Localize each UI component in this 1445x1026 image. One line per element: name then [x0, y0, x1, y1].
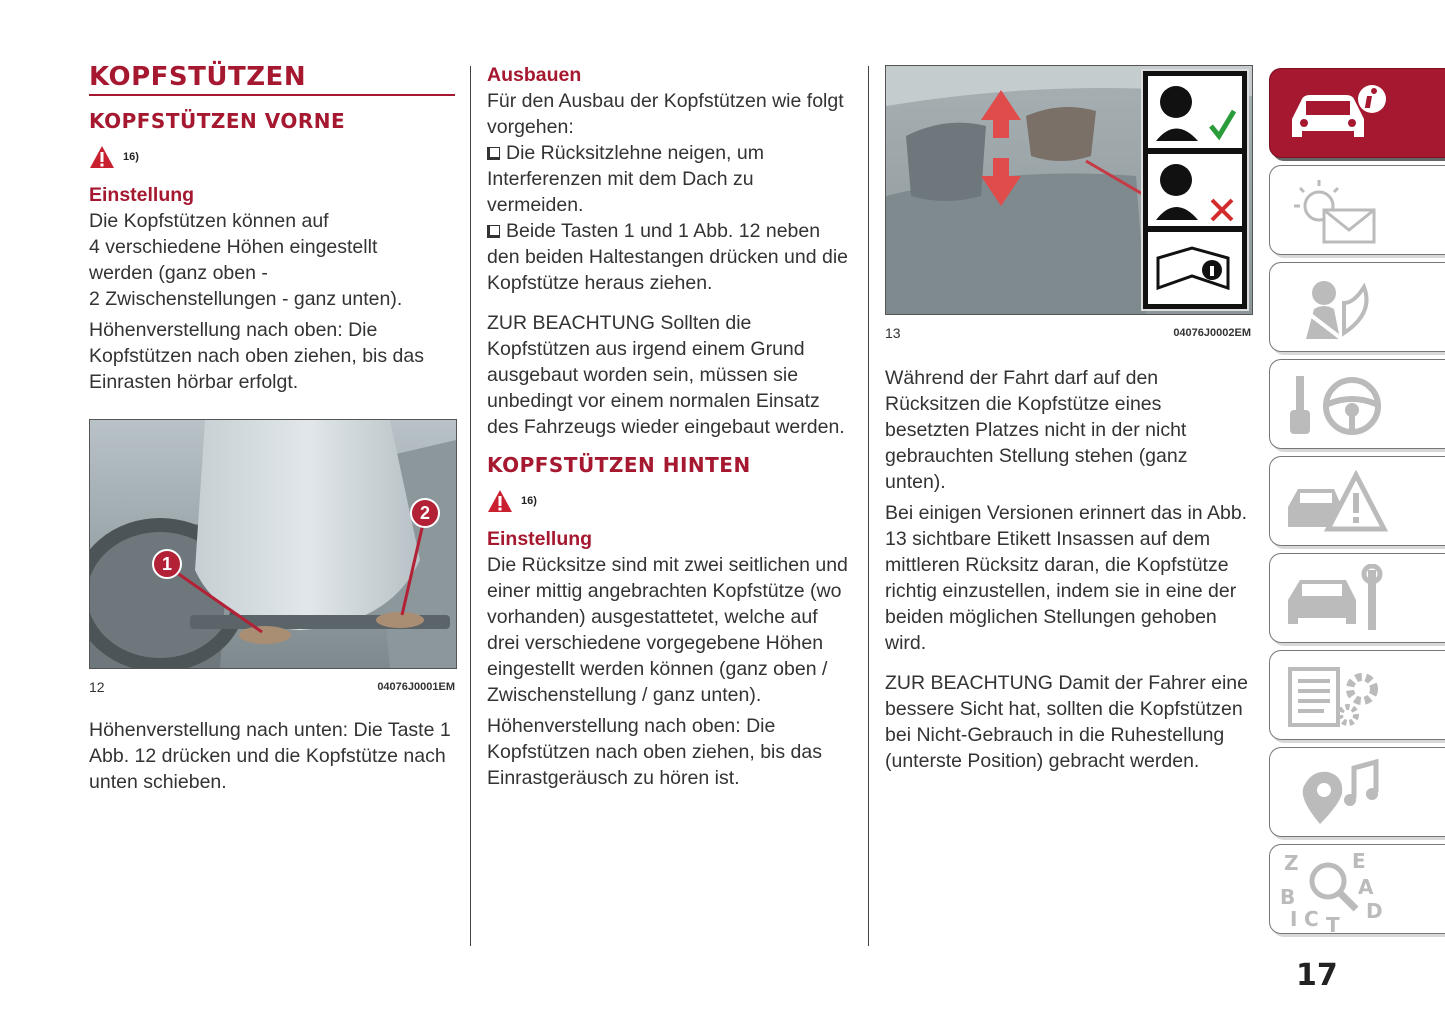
figure-number: 13 — [885, 325, 901, 341]
callout-2: 2 — [410, 498, 440, 528]
figure-12-caption — [89, 675, 455, 699]
figure-12-illustration — [90, 420, 456, 668]
checkbox-bullet-icon — [487, 225, 500, 238]
warning-triangle-icon — [89, 145, 115, 169]
safety-airbag-icon — [1284, 273, 1394, 343]
figure-12 — [89, 419, 457, 669]
tab-dashboard-lights[interactable] — [1269, 165, 1445, 255]
alphabetical-index-icon: Z E B A I C T D — [1280, 849, 1383, 937]
section-title-front: KOPFSTÜTZEN VORNE — [89, 109, 346, 133]
figure-code: 04076J0002EM — [1173, 327, 1251, 339]
column-divider-2 — [868, 66, 869, 946]
tab-maintenance[interactable] — [1269, 553, 1445, 643]
tab-technical-data[interactable] — [1269, 650, 1445, 740]
note-visibility: ZUR BEACHTUNG Damit der Fahrer eine bessere Sicht hat, sollten die Kopfstützen bei Nicht-Gebrauch in die Ruhestellung (unterste Position) gebracht werden. — [885, 672, 1248, 772]
tab-emergency[interactable] — [1269, 456, 1445, 546]
figure-13-illustration — [886, 66, 1252, 314]
note-reinstall: ZUR BEACHTUNG Sollten die Kopfstützen aus irgend einem Grund ausgebaut worden sein, müssen sie unbedingt vor einem normalen Einsatz des Fahrzeugs wieder eingebaut werden. — [487, 312, 845, 438]
figure-number: 12 — [89, 679, 105, 695]
key-steering-wheel-icon — [1284, 370, 1394, 440]
paragraph-rear-seats: Die Rücksitze sind mit zwei seitlichen und einer mittig angebrachten Kopfstütze (wo vorhanden) ausgestattetet, welche auf drei verschiedene vorgegebene Höhen eingestellt werden können (ganz oben / Zwischenstellung / ganz unten). — [487, 554, 848, 706]
figure-13 — [885, 65, 1253, 315]
paragraph-rear-adjust-up: Höhenverstellung nach oben: Die Kopfstützen nach oben ziehen, bis das Einrastgeräusch zu hören ist. — [487, 715, 822, 789]
car-maintenance-icon — [1284, 564, 1394, 634]
step-1: Die Rücksitzlehne neigen, um Interferenzen mit dem Dach zu vermeiden. — [487, 142, 764, 216]
einstellung-heading: Einstellung — [487, 528, 593, 550]
multimedia-icon — [1284, 758, 1394, 828]
paragraph-label-reminder: Bei einigen Versionen erinnert das in Abb. 13 sichtbare Etikett Insassen auf dem mittleren Rücksitz daran, die Kopfstütze richtig einzustellen, indem sie in eine der beiden möglichen Stellungen gehoben wird. — [885, 502, 1248, 654]
einstellung-heading: Einstellung — [89, 184, 195, 206]
warning-triangle-icon — [487, 489, 513, 513]
tab-starting-driving[interactable] — [1269, 359, 1445, 449]
dashboard-lights-icon — [1284, 176, 1394, 246]
ausbauen-heading: Ausbauen — [487, 64, 582, 86]
tab-car-info[interactable] — [1269, 68, 1445, 158]
tab-index[interactable] — [1269, 844, 1445, 937]
figure-code: 04076J0001EM — [377, 681, 455, 693]
warning-reference[interactable] — [89, 144, 455, 170]
column-3 — [885, 65, 1251, 774]
section-title-rear: KOPFSTÜTZEN HINTEN — [487, 453, 751, 477]
step-2: Beide Tasten 1 und 1 Abb. 12 neben den beiden Haltestangen drücken und die Kopfstütze heraus ziehen. — [487, 220, 849, 294]
paragraph-removal-intro: Für den Ausbau der Kopfstützen wie folgt vorgehen: — [487, 90, 844, 138]
column-2 — [487, 62, 852, 791]
magnifier-icon — [1304, 857, 1364, 917]
emergency-triangle-icon — [1284, 467, 1394, 537]
warning-ref-number: 16) — [123, 151, 139, 163]
car-info-icon — [1284, 79, 1394, 149]
callout-1: 1 — [152, 549, 182, 579]
checkbox-bullet-icon — [487, 147, 500, 160]
column-1 — [89, 62, 455, 795]
page-number: 17 — [1296, 958, 1338, 993]
technical-data-icon — [1284, 661, 1394, 731]
column-divider-1 — [470, 66, 471, 946]
warning-ref-number: 16) — [521, 495, 537, 507]
tab-safety[interactable] — [1269, 262, 1445, 352]
paragraph-adjust-up: Höhenverstellung nach oben: Die Kopfstützen nach oben ziehen, bis das Einrasten hörbar erfolgt. — [89, 319, 424, 393]
figure-13-caption — [885, 321, 1251, 345]
warning-reference[interactable] — [487, 488, 852, 514]
paragraph-adjust-down: Höhenverstellung nach unten: Die Taste 1 Abb. 12 drücken und die Kopfstütze nach unten schieben. — [89, 719, 451, 793]
tab-multimedia[interactable] — [1269, 747, 1445, 837]
paragraph-heights: Die Kopfstützen können auf 4 verschiedene Höhen eingestellt werden (ganz oben - 2 Zwischenstellungen - ganz unten). — [89, 210, 403, 310]
paragraph-while-driving: Während der Fahrt darf auf den Rücksitzen die Kopfstütze eines besetzten Platzes nicht in der nicht gebrauchten Stellung stehen (ganz unten). — [885, 367, 1188, 493]
page-title: KOPFSTÜTZEN — [89, 62, 455, 96]
